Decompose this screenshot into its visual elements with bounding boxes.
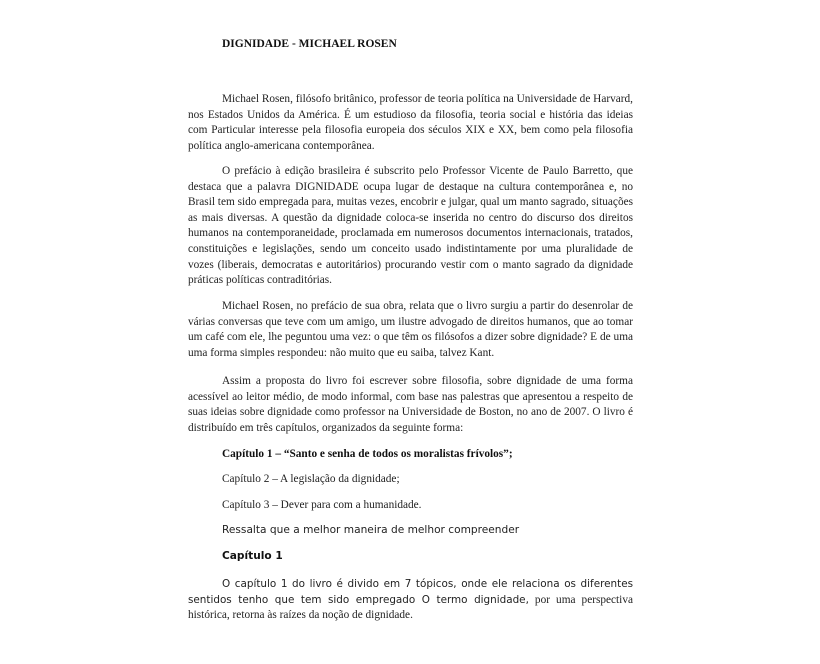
paragraph-4-block <box>188 374 633 436</box>
section-heading: Capítulo 1 <box>222 550 283 562</box>
document-title: DIGNIDADE - MICHAEL ROSEN <box>222 38 397 50</box>
paragraph-2: O prefácio à edição brasileira é subscrito pelo Professor Vicente de Paulo Barretto, que destaca que a palavra DIGNIDADE ocupa lugar de destaque na cultura contemporânea e, no Brasil tem sido empregada para, muitas vezes, encobrir e julgar, qual um manto sagrado, situações as mais diversas. A questão da dignidade coloca-se inserida no centro do discurso dos direitos humanos na contemporaneidade, proclamada em numerosos documentos internacionais, tratados, constituições e legislações, sendo um conceito usado indistintamente por uma pluralidade de vozes (liberais, democratas e autoritários) procurando vestir com o manto sagrado da dignidade práticas políticas contraditórias. <box>188 165 634 287</box>
paragraph-5-block <box>188 577 633 624</box>
paragraph-3-block <box>188 299 633 361</box>
paragraph-2-block <box>188 164 633 289</box>
paragraph-3: Michael Rosen, no prefácio de sua obra, relata que o livro surgiu a partir do desenrolar de várias conversas que teve com um amigo, um ilustre advogado de direitos humanos, que ao tomar um café com ele, lhe peguntou uma vez: o que têm os filósofos a dizer sobre dignidade? E de uma uma forma simples respondeu: não muito que eu saiba, talvez Kant. <box>188 300 633 359</box>
paragraph-1-block <box>188 92 633 154</box>
paragraph-4: Assim a proposta do livro foi escrever sobre filosofia, sobre dignidade de uma forma acessível ao leitor médio, de modo informal, com base nas palestras que apresentou a respeito de suas ideias sobre dignidade como professor na Universidade de Boston, no ano de 2007. O livro é distribuído em três capítulos, organizados da seguinte forma: <box>188 375 633 434</box>
paragraph-5-end: por uma perspectiva histórica, retorna às raízes da noção de dignidade. <box>188 593 633 622</box>
chapter-2-line: Capítulo 2 – A legislação da dignidade; <box>222 473 400 485</box>
paragraph-5-start: O capítulo 1 do livro é divido em 7 tópicos, onde ele relaciona os diferentes sentidos tenho que tem sido empregado O termo dignidade, <box>188 578 633 606</box>
chapter-3-line: Capítulo 3 – Dever para com a humanidade. <box>222 499 422 511</box>
chapter-1-line: Capítulo 1 – “Santo e senha de todos os moralistas frívolos”; <box>222 448 513 460</box>
paragraph-5 <box>188 577 633 624</box>
paragraph-1: Michael Rosen, filósofo britânico, professor de teoria política na Universidade de Harvard, nos Estados Unidos da América. É um estudioso da filosofia, teoria social e história das ideias com Particular interesse pela filosofia europeia dos séculos XIX e XX, bem como pela filosofia política anglo-americana contemporânea. <box>188 93 633 152</box>
ressalta-line: Ressalta que a melhor maneira de melhor compreender <box>222 524 520 536</box>
